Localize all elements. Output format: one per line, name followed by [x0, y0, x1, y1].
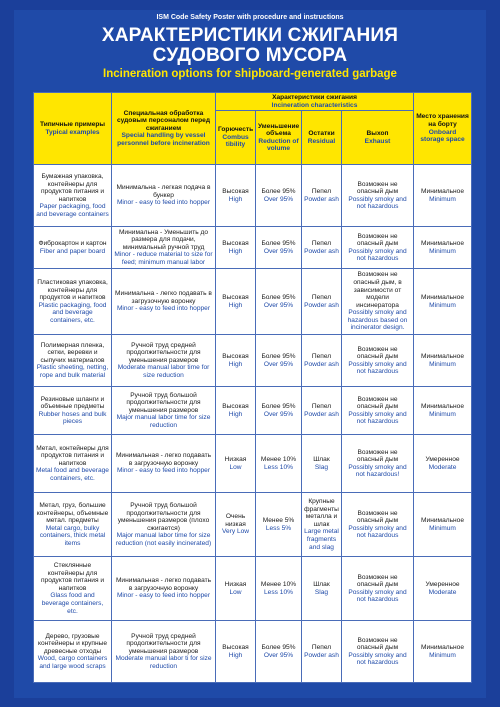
cell-residual: Пепел Powder ash — [302, 621, 342, 683]
table-row — [34, 621, 472, 683]
cell-volume: Менее 5% Less 5% — [256, 493, 302, 557]
cell-example: Метал, контейнеры для продуктов питания и напитков Metal food and beverage containers, etc. — [34, 435, 112, 493]
cell-example: Пластиковая упаковка, контейнеры для продуктов и напитков Plastic packaging, food and beverage containers, etc. — [34, 269, 112, 335]
header-storage: Место хранения на борту Onboard storage space — [414, 93, 472, 165]
cell-combus: Высокая High — [216, 387, 256, 435]
cell-exhaust: Возможен не опасный дым Possibly smoky and not hazardous — [342, 335, 414, 387]
cell-residual: Пепел Powder ash — [302, 165, 342, 227]
cell-example: Резиновые шланги и объемные предметы Rubber hoses and bulk pieces — [34, 387, 112, 435]
cell-residual: Пепел Powder ash — [302, 335, 342, 387]
cell-special: Минимальная - легко подавать в загрузочную воронку Minor - easy to feed into hopper — [112, 557, 216, 621]
cell-special: Минимальна - легкая подача в бункер Minor - easy to feed into hopper — [112, 165, 216, 227]
poster-title-ru-line2: СУДОВОГО МУСОРА — [152, 45, 348, 66]
cell-volume: Более 95% Over 95% — [256, 387, 302, 435]
cell-volume: Менее 10% Less 10% — [256, 435, 302, 493]
cell-exhaust: Возможен не опасный дым Possibly smoky and not hazardous! — [342, 435, 414, 493]
poster-title-ru — [14, 26, 486, 66]
cell-exhaust: Возможен не опасный дым Possibly smoky and not hazardous — [342, 493, 414, 557]
cell-volume: Более 95% Over 95% — [256, 227, 302, 269]
cell-special: Ручной труд средней продолжительности для уменьшения размеров Moderate manual labor ti for size reduction — [112, 621, 216, 683]
table-body — [34, 165, 472, 683]
safety-poster — [14, 10, 486, 698]
header-examples: Типичные примеры Typical examples — [34, 93, 112, 165]
incineration-table — [33, 92, 472, 683]
cell-combus: Высокая High — [216, 335, 256, 387]
poster-title-en: Incineration options for shipboard-generated garbage — [103, 68, 397, 80]
cell-storage: Минимальное Minimum — [414, 493, 472, 557]
cell-combus: Высокая High — [216, 227, 256, 269]
cell-combus: Высокая High — [216, 269, 256, 335]
table-row — [34, 227, 472, 269]
table-row — [34, 435, 472, 493]
cell-special: Минимальна - легко подавать в загрузочную воронку Minor - easy to feed into hopper — [112, 269, 216, 335]
cell-exhaust: Возможен не опасный дым Possibly smoky and not hazardous — [342, 387, 414, 435]
cell-exhaust: Возможен не опасный дым Possibly smoky and not hazardous — [342, 557, 414, 621]
cell-residual: Шлак Slag — [302, 435, 342, 493]
cell-storage: Умеренное Moderate — [414, 557, 472, 621]
cell-storage: Минимальное Minimum — [414, 227, 472, 269]
header-combustibility: Горючесть Combus tibility — [216, 111, 256, 165]
cell-special: Ручной труд большой продолжительности для уменьшения размеров Major manual labor time for size reduction — [112, 387, 216, 435]
cell-storage: Умеренное Moderate — [414, 435, 472, 493]
cell-residual: Пепел Powder ash — [302, 227, 342, 269]
table-row — [34, 335, 472, 387]
header-incineration: Характеристики сжигания Incineration characteristics — [216, 93, 414, 111]
cell-residual: Пепел Powder ash — [302, 387, 342, 435]
cell-exhaust: Возможен не опасный дым, в зависимости от модели инсинератора Possibly smoky and hazardous based on incinerator design. — [342, 269, 414, 335]
cell-exhaust: Возможен не опасный дым Possibly smoky and not hazardous — [342, 227, 414, 269]
cell-example: Бумажная упаковка, контейнеры для продуктов питания и напитков Paper packaging, food and beverage containers — [34, 165, 112, 227]
cell-combus: Очень низкая Very Low — [216, 493, 256, 557]
cell-volume: Более 95% Over 95% — [256, 165, 302, 227]
cell-combus: Низкая Low — [216, 557, 256, 621]
cell-example: Фиброкартон и картон Fiber and paper board — [34, 227, 112, 269]
cell-special: Минимальна - Уменьшить до размера для подачи, минимальный ручной труд Minor - reduce material to size for feed; minimum manual labor — [112, 227, 216, 269]
cell-example: Стеклянные контейнеры для продуктов питания и напитков Glass food and beverage containers, etc. — [34, 557, 112, 621]
cell-storage: Минимальное Minimum — [414, 165, 472, 227]
cell-storage: Минимальное Minimum — [414, 269, 472, 335]
cell-combus: Высокая High — [216, 621, 256, 683]
cell-example: Метал, груз, большие контейнеры, объемные метал. предметы Metal cargo, bulky containers, thick metal items — [34, 493, 112, 557]
cell-volume: Более 95% Over 95% — [256, 269, 302, 335]
cell-exhaust: Возможен не опасный дым Possibly smoky and not hazardous — [342, 621, 414, 683]
cell-volume: Менее 10% Less 10% — [256, 557, 302, 621]
table-row — [34, 269, 472, 335]
cell-special: Ручной труд большой продолжительности для уменьшения размеров (плохо сжигается) Major manual labor time for size reduction (not easily incinerated) — [112, 493, 216, 557]
cell-special: Минимальная - легко подавать в загрузочную воронку Minor - easy to feed into hopper — [112, 435, 216, 493]
cell-combus: Высокая High — [216, 165, 256, 227]
header-volume-reduction: Уменьшение объема Reduction of volume — [256, 111, 302, 165]
cell-residual: Шлак Slag — [302, 557, 342, 621]
header-residual: Остатки Residual — [302, 111, 342, 165]
cell-example: Полимерная пленка, сетки, веревки и сыпучих материалов Plastic sheeting, netting, rope and bulk material — [34, 335, 112, 387]
cell-exhaust: Возможен не опасный дым Possibly smoky and not hazardous — [342, 165, 414, 227]
cell-residual: Пепел Powder ash — [302, 269, 342, 335]
cell-storage: Минимальное Minimum — [414, 387, 472, 435]
table-row — [34, 387, 472, 435]
poster-title-ru-line1: ХАРАКТЕРИСТИКИ СЖИГАНИЯ — [101, 25, 399, 46]
cell-storage: Минимальное Minimum — [414, 335, 472, 387]
cell-example: Дерево, грузовые контейнеры и крупные древесные отходы Wood, cargo containers and large wood scraps — [34, 621, 112, 683]
table-row — [34, 493, 472, 557]
header-exhaust: Выхоп Exhaust — [342, 111, 414, 165]
cell-volume: Более 95% Over 95% — [256, 621, 302, 683]
header-special-handling: Специальная обработка судовым персоналом перед сжиганием Special handling by vessel personnel before incineration — [112, 93, 216, 165]
cell-volume: Более 95% Over 95% — [256, 335, 302, 387]
table-row — [34, 557, 472, 621]
table-row — [34, 165, 472, 227]
cell-storage: Минимальное Minimum — [414, 621, 472, 683]
cell-special: Ручной труд средней продолжительности для уменьшения размеров Moderate manual labor time for size reduction — [112, 335, 216, 387]
cell-combus: Низкая Low — [216, 435, 256, 493]
cell-residual: Крупные фрагменты металла и шлак Large metal fragments and slag — [302, 493, 342, 557]
poster-caption: ISM Code Safety Poster with procedure and instructions — [156, 14, 344, 21]
